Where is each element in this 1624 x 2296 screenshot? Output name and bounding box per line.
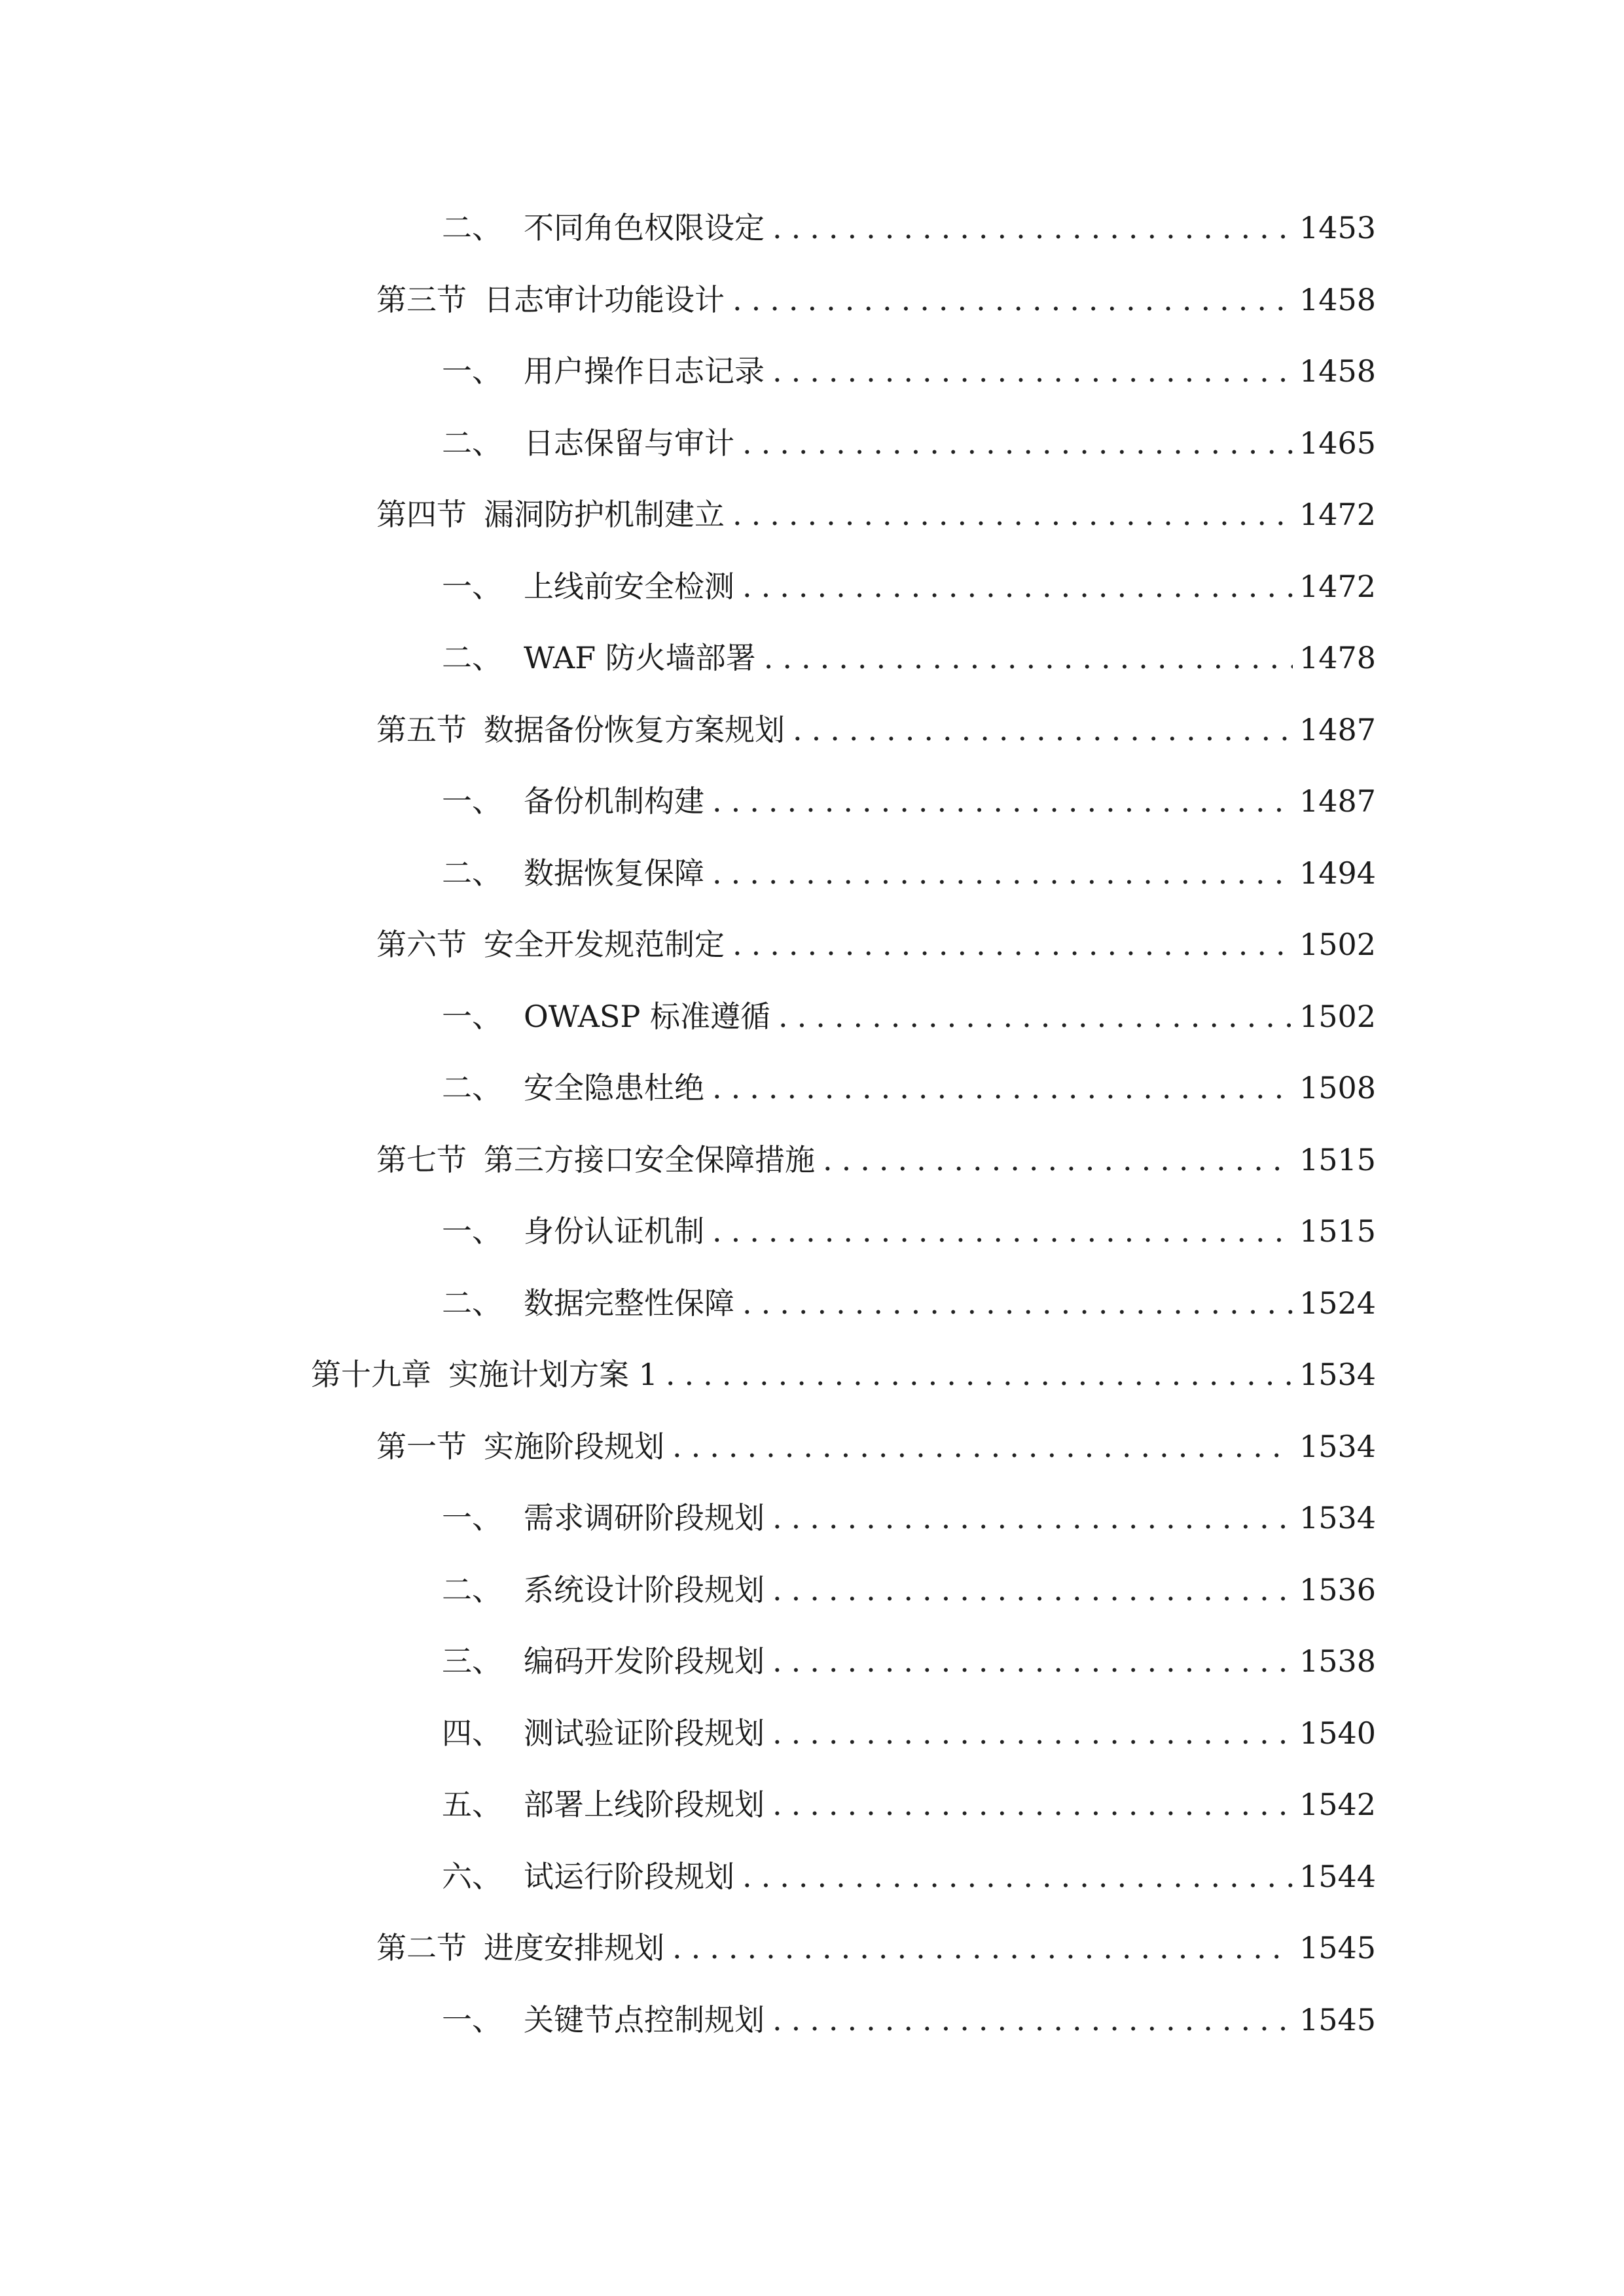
toc-entry-page: 1545 [1299, 2001, 1377, 2037]
toc-entry-number: 第一节 [376, 1428, 467, 1464]
toc-entry-page: 1502 [1299, 998, 1377, 1034]
toc-entry[interactable] [376, 704, 1377, 756]
dot-leader [772, 202, 1293, 254]
toc-entry-number: 第二节 [376, 1930, 467, 1965]
toc-entry[interactable] [442, 990, 1377, 1043]
toc-entry-title: 备份机制构建 [524, 783, 704, 819]
toc-entry-title: 安全隐患杜绝 [524, 1070, 704, 1105]
dot-leader [672, 1420, 1293, 1473]
toc-entry-number: 二、 [442, 1070, 502, 1105]
toc-entry-number: 二、 [442, 640, 502, 675]
toc-entry-title: 安全开发规范制定 [484, 927, 725, 962]
toc-entry[interactable] [442, 417, 1377, 469]
toc-entry-number: 一、 [442, 568, 502, 604]
dot-leader [712, 847, 1293, 899]
toc-entry-number: 第三节 [376, 281, 467, 317]
toc-entry-page: 1458 [1299, 281, 1377, 317]
toc-entry-number: 一、 [442, 1213, 502, 1249]
toc-entry-number: 第五节 [376, 711, 467, 747]
toc-entry-page: 1494 [1299, 855, 1377, 891]
toc-entry-title: 日志保留与审计 [524, 425, 734, 461]
toc-entry-title: 系统设计阶段规划 [524, 1571, 765, 1607]
toc-entry-title: 第三方接口安全保障措施 [484, 1141, 815, 1177]
dot-leader [672, 1922, 1293, 1974]
dot-leader [742, 417, 1293, 469]
toc-entry-page: 1524 [1299, 1285, 1377, 1321]
toc-entry[interactable] [442, 847, 1377, 899]
dot-leader [732, 918, 1293, 971]
toc-entry-number: 二、 [442, 1571, 502, 1607]
toc-entry[interactable] [442, 1850, 1377, 1903]
toc-entry[interactable] [442, 775, 1377, 827]
toc-entry-title: WAF 防火墙部署 [524, 640, 756, 675]
toc-entry[interactable] [442, 1994, 1377, 2046]
toc-entry-title: 不同角色权限设定 [524, 210, 765, 245]
dot-leader [666, 1348, 1293, 1401]
dot-leader [772, 1707, 1293, 1759]
toc-entry-page: 1453 [1299, 210, 1377, 245]
toc-entry-page: 1540 [1299, 1715, 1377, 1751]
dot-leader [793, 704, 1293, 756]
toc-entry[interactable] [442, 1564, 1377, 1616]
toc-entry[interactable] [442, 1707, 1377, 1759]
toc-entry[interactable] [442, 345, 1377, 397]
toc-entry-title: 实施阶段规划 [484, 1428, 664, 1464]
dot-leader [772, 1564, 1293, 1616]
toc-entry[interactable] [442, 1205, 1377, 1257]
toc-entry[interactable] [442, 1778, 1377, 1831]
toc-entry-number: 三、 [442, 1643, 502, 1679]
dot-leader [772, 1994, 1293, 2046]
toc-entry[interactable] [376, 1134, 1377, 1186]
toc-entry-page: 1534 [1299, 1428, 1377, 1464]
toc-entry-title: 数据完整性保障 [524, 1285, 734, 1321]
dot-leader [823, 1134, 1293, 1186]
toc-entry-title: 关键节点控制规划 [524, 2001, 765, 2037]
toc-entry-page: 1487 [1299, 711, 1377, 747]
toc-entry-number: 二、 [442, 1285, 502, 1321]
toc-entry[interactable] [311, 1348, 1377, 1401]
toc-entry-title: 日志审计功能设计 [484, 281, 725, 317]
toc-entry[interactable] [442, 202, 1377, 254]
toc-entry-page: 1502 [1299, 927, 1377, 962]
dot-leader [732, 274, 1293, 326]
toc-entry[interactable] [376, 274, 1377, 326]
toc-entry-number: 一、 [442, 998, 502, 1034]
toc-entry-page: 1465 [1299, 425, 1377, 461]
toc-entry-title: 部署上线阶段规划 [524, 1787, 765, 1822]
toc-entry-page: 1544 [1299, 1858, 1377, 1894]
dot-leader [712, 1062, 1293, 1114]
toc-entry-title: 用户操作日志记录 [524, 353, 765, 389]
toc-entry-page: 1534 [1299, 1357, 1377, 1392]
toc-entry[interactable] [376, 918, 1377, 971]
toc-entry-number: 第六节 [376, 927, 467, 962]
dot-leader [772, 1492, 1293, 1544]
toc-entry-number: 一、 [442, 1500, 502, 1535]
toc-entry[interactable] [376, 488, 1377, 541]
toc-entry-number: 第四节 [376, 497, 467, 532]
toc-entry[interactable] [376, 1420, 1377, 1473]
toc-entry-page: 1472 [1299, 568, 1377, 604]
dot-leader [764, 632, 1293, 684]
toc-entry[interactable] [442, 1062, 1377, 1114]
toc-entry-page: 1515 [1299, 1213, 1377, 1249]
toc-entry-title: 测试验证阶段规划 [524, 1715, 765, 1751]
toc-entry[interactable] [442, 1277, 1377, 1329]
toc-entry[interactable] [376, 1922, 1377, 1974]
toc-entry-title: 实施计划方案 1 [448, 1357, 658, 1392]
toc-entry-title: 数据备份恢复方案规划 [484, 711, 785, 747]
toc-entry-number: 第十九章 [311, 1357, 431, 1392]
dot-leader [772, 345, 1293, 397]
toc-entry-title: 编码开发阶段规划 [524, 1643, 765, 1679]
toc-entry-number: 四、 [442, 1715, 502, 1751]
dot-leader [712, 1205, 1293, 1257]
toc-entry-number: 第七节 [376, 1141, 467, 1177]
toc-entry[interactable] [442, 560, 1377, 613]
toc-entry-title: 进度安排规划 [484, 1930, 664, 1965]
dot-leader [778, 990, 1293, 1043]
toc-entry-title: 身份认证机制 [524, 1213, 704, 1249]
toc-entry[interactable] [442, 1492, 1377, 1544]
toc-entry-page: 1472 [1299, 497, 1377, 532]
toc-entry-page: 1534 [1299, 1500, 1377, 1535]
toc-entry-number: 二、 [442, 855, 502, 891]
toc-entry-page: 1515 [1299, 1141, 1377, 1177]
dot-leader [732, 488, 1293, 541]
toc-entry-number: 五、 [442, 1787, 502, 1822]
toc-entry-page: 1478 [1299, 640, 1377, 675]
toc-entry-title: 试运行阶段规划 [524, 1858, 734, 1894]
dot-leader [772, 1778, 1293, 1831]
toc-entry-title: 数据恢复保障 [524, 855, 704, 891]
toc-entry[interactable] [442, 632, 1377, 684]
toc-entry-page: 1542 [1299, 1787, 1377, 1822]
dot-leader [712, 775, 1293, 827]
toc-entry-page: 1508 [1299, 1070, 1377, 1105]
toc-entry-number: 二、 [442, 425, 502, 461]
toc-entry-number: 一、 [442, 353, 502, 389]
toc-entry-title: 漏洞防护机制建立 [484, 497, 725, 532]
toc-entry-title: 需求调研阶段规划 [524, 1500, 765, 1535]
toc-entry-page: 1487 [1299, 783, 1377, 819]
dot-leader [742, 1277, 1293, 1329]
dot-leader [742, 1850, 1293, 1903]
toc-entry-number: 一、 [442, 783, 502, 819]
toc-entry-page: 1536 [1299, 1571, 1377, 1607]
toc-entry-title: OWASP 标准遵循 [524, 998, 771, 1034]
dot-leader [772, 1635, 1293, 1687]
toc-entry-title: 上线前安全检测 [524, 568, 734, 604]
toc-entry[interactable] [442, 1635, 1377, 1687]
dot-leader [742, 560, 1293, 613]
toc-entry-number: 二、 [442, 210, 502, 245]
toc-entry-page: 1458 [1299, 353, 1377, 389]
toc-entry-number: 一、 [442, 2001, 502, 2037]
toc-entry-page: 1545 [1299, 1930, 1377, 1965]
toc-entry-number: 六、 [442, 1858, 502, 1894]
toc-entry-page: 1538 [1299, 1643, 1377, 1679]
